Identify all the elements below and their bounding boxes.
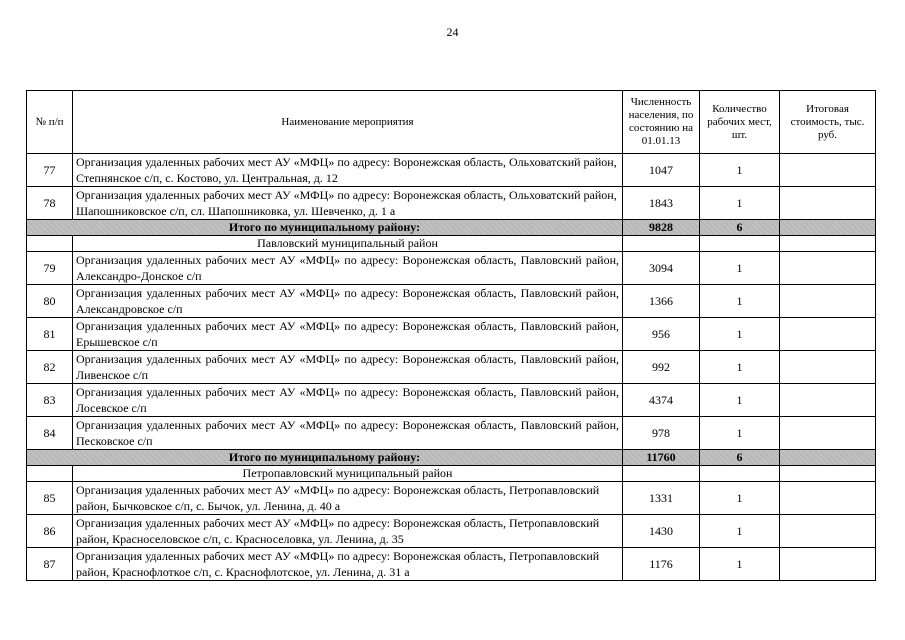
measure-name: Организация удаленных рабочих мест АУ «МФЦ» по адресу: Воронежская область, Ольховатский район, Шапошниковское с/п, сл. Шапошниковка, ул. Шевченко, д. 1 а: [73, 187, 623, 220]
workplaces-value: 1: [700, 482, 780, 515]
measure-name: Организация удаленных рабочих мест АУ «МФЦ» по адресу: Воронежская область, Павловский район, Александро-Донское с/п: [73, 252, 623, 285]
district-total-row: [27, 450, 876, 466]
district-blank: [700, 236, 780, 252]
row-number: 79: [27, 252, 73, 285]
table-row: [27, 482, 876, 515]
row-number: 87: [27, 548, 73, 581]
population-value: 4374: [623, 384, 700, 417]
cost-value: [780, 515, 876, 548]
row-number: 78: [27, 187, 73, 220]
cost-value: [780, 384, 876, 417]
table-row: [27, 187, 876, 220]
district-blank: [27, 466, 73, 482]
row-number: 77: [27, 154, 73, 187]
district-blank: [623, 236, 700, 252]
population-value: 1047: [623, 154, 700, 187]
row-number: 85: [27, 482, 73, 515]
total-cost: [780, 220, 876, 236]
row-number: 80: [27, 285, 73, 318]
workplaces-value: 1: [700, 384, 780, 417]
total-label: Итого по муниципальному району:: [27, 450, 623, 466]
measure-name: Организация удаленных рабочих мест АУ «МФЦ» по адресу: Воронежская область, Павловский район, Александровское с/п: [73, 285, 623, 318]
population-value: 992: [623, 351, 700, 384]
row-number: 86: [27, 515, 73, 548]
header-workplaces: Количество рабочих мест, шт.: [700, 91, 780, 154]
district-total-row: [27, 220, 876, 236]
page-number: 24: [446, 25, 459, 39]
row-number: 84: [27, 417, 73, 450]
measure-name: Организация удаленных рабочих мест АУ «МФЦ» по адресу: Воронежская область, Павловский район, Ерышевское с/п: [73, 318, 623, 351]
total-workplaces: 6: [700, 450, 780, 466]
workplaces-value: 1: [700, 154, 780, 187]
table-row: [27, 384, 876, 417]
total-workplaces: 6: [700, 220, 780, 236]
cost-value: [780, 482, 876, 515]
population-value: 1366: [623, 285, 700, 318]
table-header-row: [27, 91, 876, 154]
table-row: [27, 252, 876, 285]
population-value: 1843: [623, 187, 700, 220]
workplaces-value: 1: [700, 252, 780, 285]
table-row: [27, 318, 876, 351]
workplaces-value: 1: [700, 285, 780, 318]
district-blank: [700, 466, 780, 482]
measure-name: Организация удаленных рабочих мест АУ «МФЦ» по адресу: Воронежская область, Павловский район, Песковское с/п: [73, 417, 623, 450]
header-name: Наименование мероприятия: [73, 91, 623, 154]
district-blank: [27, 236, 73, 252]
total-label: Итого по муниципальному району:: [27, 220, 623, 236]
row-number: 82: [27, 351, 73, 384]
header-population: Численность населения, по состоянию на 01.01.13: [623, 91, 700, 154]
workplaces-value: 1: [700, 187, 780, 220]
measures-table: [26, 90, 876, 581]
district-header-row: [27, 236, 876, 252]
workplaces-value: 1: [700, 515, 780, 548]
cost-value: [780, 252, 876, 285]
row-number: 83: [27, 384, 73, 417]
district-name: Павловский муниципальный район: [73, 236, 623, 252]
district-blank: [780, 466, 876, 482]
population-value: 3094: [623, 252, 700, 285]
table-row: [27, 548, 876, 581]
workplaces-value: 1: [700, 417, 780, 450]
table-row: [27, 351, 876, 384]
cost-value: [780, 285, 876, 318]
workplaces-value: 1: [700, 548, 780, 581]
measure-name: Организация удаленных рабочих мест АУ «МФЦ» по адресу: Воронежская область, Павловский район, Лосевское с/п: [73, 384, 623, 417]
table-row: [27, 515, 876, 548]
population-value: 956: [623, 318, 700, 351]
table-row: [27, 417, 876, 450]
population-value: 1430: [623, 515, 700, 548]
cost-value: [780, 318, 876, 351]
population-value: 1331: [623, 482, 700, 515]
population-value: 978: [623, 417, 700, 450]
header-num: № п/п: [27, 91, 73, 154]
total-cost: [780, 450, 876, 466]
cost-value: [780, 417, 876, 450]
cost-value: [780, 548, 876, 581]
cost-value: [780, 187, 876, 220]
table-row: [27, 154, 876, 187]
total-population: 9828: [623, 220, 700, 236]
table-body: [27, 154, 876, 581]
district-blank: [623, 466, 700, 482]
district-name: Петропавловский муниципальный район: [73, 466, 623, 482]
total-population: 11760: [623, 450, 700, 466]
cost-value: [780, 351, 876, 384]
workplaces-value: 1: [700, 318, 780, 351]
measure-name: Организация удаленных рабочих мест АУ «МФЦ» по адресу: Воронежская область, Петропавловский район, Краснофлоткое с/п, с. Краснофлотское, ул. Ленина, д. 31 а: [73, 548, 623, 581]
district-blank: [780, 236, 876, 252]
measure-name: Организация удаленных рабочих мест АУ «МФЦ» по адресу: Воронежская область, Павловский район, Ливенское с/п: [73, 351, 623, 384]
cost-value: [780, 154, 876, 187]
measure-name: Организация удаленных рабочих мест АУ «МФЦ» по адресу: Воронежская область, Петропавловский район, Красноселовское с/п, с. Красноселовка, ул. Ленина, д. 35: [73, 515, 623, 548]
district-header-row: [27, 466, 876, 482]
table-row: [27, 285, 876, 318]
row-number: 81: [27, 318, 73, 351]
measure-name: Организация удаленных рабочих мест АУ «МФЦ» по адресу: Воронежская область, Петропавловский район, Бычковское с/п, с. Бычок, ул. Ленина, д. 40 а: [73, 482, 623, 515]
population-value: 1176: [623, 548, 700, 581]
workplaces-value: 1: [700, 351, 780, 384]
measure-name: Организация удаленных рабочих мест АУ «МФЦ» по адресу: Воронежская область, Ольховатский район, Степнянское с/п, с. Костово, ул. Центральная, д. 12: [73, 154, 623, 187]
header-cost: Итоговая стоимость, тыс. руб.: [780, 91, 876, 154]
